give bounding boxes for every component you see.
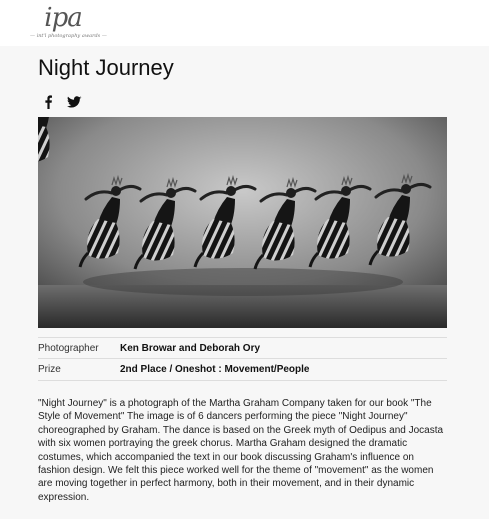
photo-details xyxy=(38,337,447,381)
photo-night-journey[interactable] xyxy=(38,117,447,328)
facebook-icon xyxy=(42,95,54,109)
photo-description: "Night Journey" is a photograph of the Martha Graham Company taken for our book "The Style of Movement" The image is of 6 dancers performing the piece "Night Journey" choreographed by Graham. The dance is based on the Greek myth of Oedipus and Jocasta with six women portraying the greek chorus. Martha Graham designed the dramatic costumes, which accompanied the text in our book discussing Graham's influence on fashion design. We felt this piece worked well for the theme of "movement" as the women are moving together in perfect harmony, both in their movement, and in their dynamic expression. xyxy=(38,398,444,503)
photographer-label: Photographer xyxy=(38,342,99,354)
detail-row-photographer xyxy=(38,337,447,359)
photographer-value: Ken Browar and Deborah Ory xyxy=(120,342,261,354)
social-share-bar xyxy=(38,93,84,111)
logo-mark: ipa xyxy=(44,3,82,33)
site-header xyxy=(0,0,489,46)
page-title: Night Journey xyxy=(38,55,174,80)
logo-tagline: — int'l photography awards — xyxy=(30,33,107,39)
ipa-logo[interactable] xyxy=(30,3,107,44)
twitter-icon xyxy=(67,96,82,109)
prize-value: 2nd Place / Oneshot : Movement/People xyxy=(120,364,310,375)
main-content xyxy=(0,46,489,519)
detail-row-prize xyxy=(38,359,447,381)
prize-label: Prize xyxy=(38,364,61,375)
twitter-share-button[interactable] xyxy=(65,93,84,111)
facebook-share-button[interactable] xyxy=(38,93,57,111)
